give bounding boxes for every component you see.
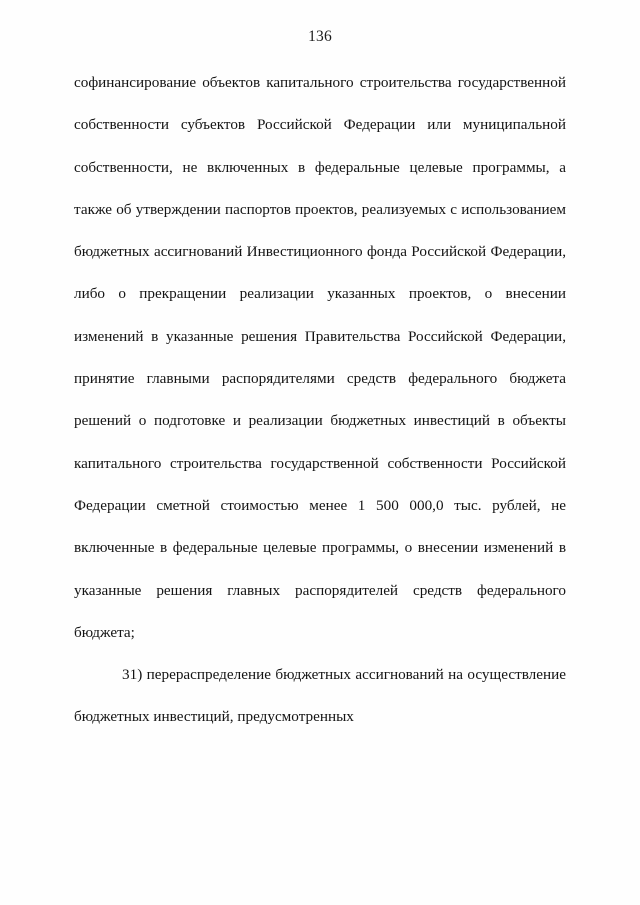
page-number: 136	[308, 28, 332, 45]
document-body	[74, 62, 566, 739]
paragraph-item-31: 31) перераспределение бюджетных ассигнований на осуществление бюджетных инвестиций, предусмотренных	[74, 666, 566, 726]
paragraph-continued: софинансирование объектов капитального строительства государственной собственности субъектов Российской Федерации или муниципальной собственности, не включенных в федеральные целевые программы, а также об утверждении паспортов проектов, реализуемых с использованием бюджетных ассигнований Инвестиционного фонда Российской Федерации, либо о прекращении реализации указанных проектов, о внесении изменений в указанные решения Правительства Российской Федерации, принятие главными распорядителями средств федерального бюджета решений о подготовке и реализации бюджетных инвестиций в объекты капитального строительства государственной собственности Российской Федерации сметной стоимостью менее 1 500 000,0 тыс. рублей, не включенные в федеральные целевые программы, о внесении изменений в указанные решения главных распорядителей средств федерального бюджета;	[74, 74, 566, 641]
